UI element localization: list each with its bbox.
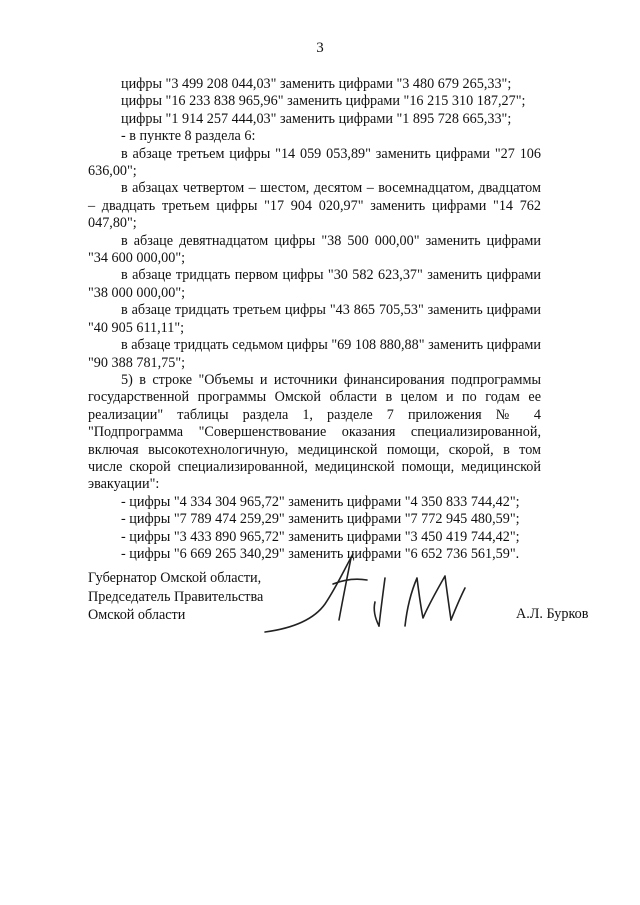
paragraph: в абзаце тридцать седьмом цифры "69 108 880,88" заменить цифрами "90 388 781,75"; — [88, 337, 541, 371]
signatory-title-line: Губернатор Омской области, — [88, 570, 262, 586]
page-number: 3 — [316, 40, 324, 56]
bullet-line: - цифры "6 669 265 340,29" заменить цифрами "6 652 736 561,59". — [121, 545, 520, 562]
text-line: цифры "3 499 208 044,03" заменить цифрами "3 480 679 265,33"; — [121, 76, 512, 92]
text-line: - в пункте 8 раздела 6: — [121, 128, 256, 145]
bullet-line: - цифры "3 433 890 965,72" заменить цифрами "3 450 419 744,42"; — [121, 528, 520, 545]
paragraph: 5) в строке "Объемы и источники финансирования подпрограммы государственной программы Омской области в целом и по годам ее реализации" таблицы раздела 1, разделе 7 приложения № 4 "Подпрограмма "Совершенствование оказания специализированной, включая высокотехнологичную, медицинской помощи, скорой, в том числе скорой специализированной, медицинской помощи, медицинской эвакуации": — [88, 371, 541, 493]
paragraph: в абзаце девятнадцатом цифры "38 500 000,00" заменить цифрами "34 600 000,00"; — [88, 232, 541, 267]
paragraph: в абзаце третьем цифры "14 059 053,89" заменить цифрами "27 106 636,00"; — [88, 145, 541, 180]
signatory-title — [88, 569, 263, 625]
paragraph: в абзаце тридцать третьем цифры "43 865 705,53" заменить цифрами "40 905 611,11"; — [88, 302, 541, 336]
signatory-name: А.Л. Бурков — [516, 606, 589, 622]
signatory-title-line: Омской области — [88, 607, 186, 623]
text-line: цифры "1 914 257 444,03" заменить цифрами "1 895 728 665,33"; — [121, 110, 512, 127]
handwritten-signature — [255, 548, 485, 648]
paragraph: в абзацах четвертом – шестом, десятом – восемнадцатом, двадцатом – двадцать третьем цифры "17 904 020,97" заменить цифрами "14 762 047,80"; — [88, 180, 541, 232]
text-line: цифры "16 233 838 965,96" заменить цифрами "16 215 310 187,27"; — [121, 93, 526, 110]
bullet-line: - цифры "4 334 304 965,72" заменить цифрами "4 350 833 744,42"; — [121, 493, 520, 510]
signatory-title-line: Председатель Правительства — [88, 588, 264, 605]
document-body — [88, 76, 541, 563]
bullet-line: - цифры "7 789 474 259,29" заменить цифрами "7 772 945 480,59"; — [121, 511, 520, 528]
paragraph: в абзаце тридцать первом цифры "30 582 623,37" заменить цифрами "38 000 000,00"; — [88, 267, 541, 301]
